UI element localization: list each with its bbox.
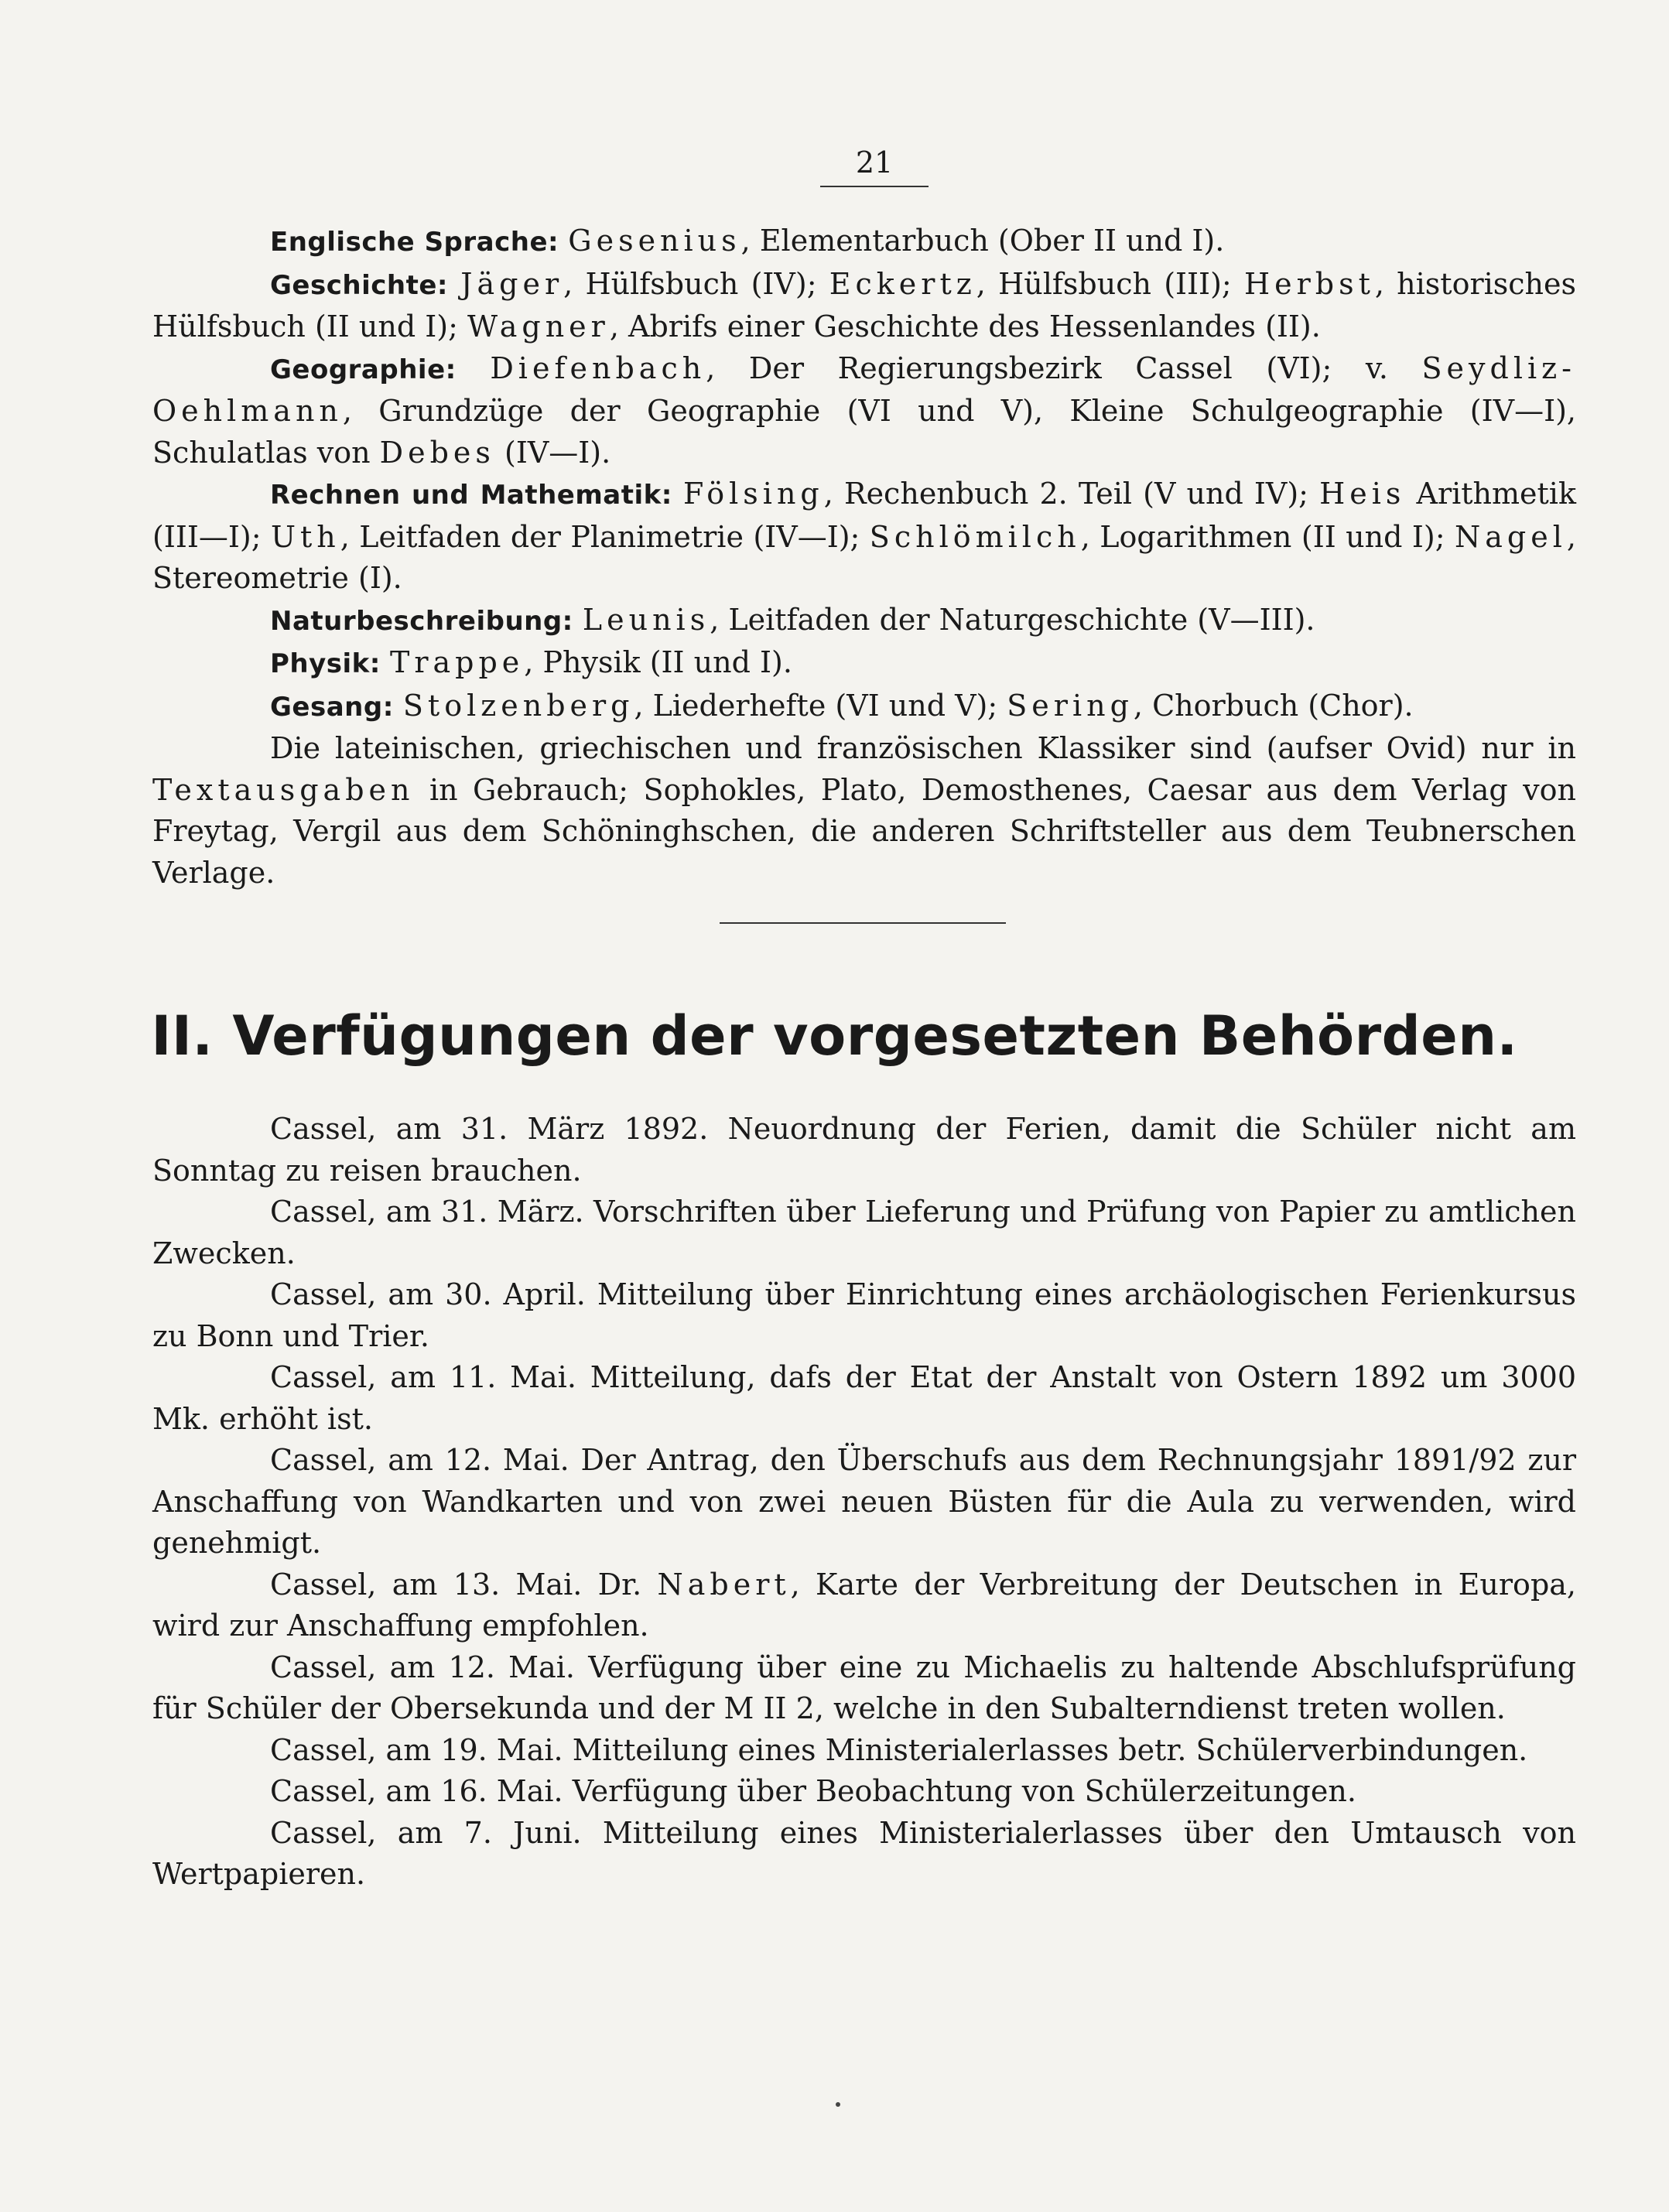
author-name: Schlömilch	[869, 519, 1081, 554]
decree-entry	[152, 1730, 1576, 1772]
decree-entry	[152, 1109, 1576, 1191]
textbook-entry-physik	[152, 642, 1576, 685]
entry-text: , Leitfaden der Planimetrie (IV—I);	[340, 519, 870, 554]
print-speck	[836, 2102, 840, 2107]
subject-label: Englische Sprache:	[270, 227, 559, 258]
entry-text: , Hülfsbuch (III);	[976, 266, 1244, 301]
author-name: Wagner	[467, 309, 610, 344]
author-name: Debes	[379, 435, 495, 470]
subject-label: Geographie:	[270, 354, 457, 385]
textbook-list	[152, 221, 1576, 894]
decree-entry	[152, 1813, 1576, 1896]
subject-label: Rechnen und Mathematik:	[270, 480, 672, 511]
entry-text: , Abrifs einer Geschichte des Hessenlandes (II).	[609, 309, 1321, 344]
decree-entry	[152, 1191, 1576, 1274]
decree-entry	[152, 1274, 1576, 1357]
decree-date: Cassel, am 7. Juni.	[270, 1815, 582, 1850]
decree-entry	[152, 1564, 1576, 1647]
author-name: Nagel	[1455, 519, 1567, 554]
decree-text: Mitteilung über Einrichtung eines archäologischen Ferienkursus zu Bonn und Trier.	[152, 1277, 1576, 1353]
entry-text: , Hülfsbuch (IV);	[563, 266, 829, 301]
author-name: Uth	[270, 519, 340, 554]
decree-entry	[152, 1647, 1576, 1730]
entry-text: , Stereometrie (I).	[152, 519, 1576, 595]
decree-text: Der Antrag, den Überschufs aus dem Rechnungsjahr 1891/92 zur Anschaffung von Wandkarten und von zwei neuen Büsten für die Aula zu verwenden, wird genehmigt.	[152, 1443, 1576, 1560]
decree-date: Cassel, am 16. Mai.	[270, 1774, 563, 1808]
decree-entry	[152, 1357, 1576, 1440]
author-name: Eckertz	[829, 266, 976, 301]
author-name: Herbst	[1243, 266, 1375, 301]
textbook-entry-naturbeschreibung	[152, 600, 1576, 643]
author-name: Fölsing	[682, 477, 824, 511]
decree-date: Cassel, am 12. Mai.	[270, 1650, 575, 1684]
entry-text: , Der Regierungsbezirk Cassel (VI); v.	[706, 350, 1422, 385]
textbook-entry-englisch	[152, 221, 1576, 264]
decree-list	[152, 1109, 1576, 1896]
entry-text: in Gebrauch; Sophokles, Plato, Demosthenes, Caesar aus dem Verlag von Freytag, Vergil aus dem Schöninghschen, die anderen Schriftsteller aus dem Teubnerschen Verlage.	[152, 772, 1576, 890]
section-divider	[720, 922, 1006, 924]
author-name: Jäger	[460, 266, 564, 301]
subject-label: Gesang:	[270, 691, 394, 723]
decree-text: Mitteilung eines Ministerialerlasses betr. Schülerverbindungen.	[572, 1732, 1528, 1767]
textbook-entry-rechnen	[152, 474, 1576, 600]
author-name: Sering	[1007, 688, 1134, 723]
decree-date: Cassel, am 31. März 1892.	[270, 1112, 709, 1146]
author-name: Heis	[1319, 477, 1406, 511]
subject-label: Geschichte:	[270, 269, 448, 301]
author-name: Leunis	[582, 602, 710, 637]
decree-date: Cassel, am 19. Mai.	[270, 1732, 563, 1767]
textbook-entry-klassiker	[152, 728, 1576, 894]
decree-text: Vorschriften über Lieferung und Prüfung von Papier zu amtlichen Zwecken.	[152, 1195, 1576, 1270]
entry-text: , Liederhefte (VI und V);	[634, 688, 1007, 723]
decree-date: Cassel, am 13. Mai.	[270, 1567, 583, 1602]
textbook-entry-geographie	[152, 348, 1576, 474]
decree-entry	[152, 1440, 1576, 1564]
decree-date: Cassel, am 12. Mai.	[270, 1443, 569, 1477]
decree-text-prefix: Dr.	[597, 1567, 658, 1602]
emphasis-text: Textausgaben	[152, 772, 415, 807]
textbook-entry-geschichte	[152, 264, 1576, 348]
decree-date: Cassel, am 30. April.	[270, 1277, 586, 1311]
entry-text: , Physik (II und I).	[524, 645, 792, 679]
author-name: Stolzenberg	[402, 688, 634, 723]
entry-text: , Elementarbuch (Ober II und I).	[740, 224, 1225, 258]
entry-text: (IV—I).	[494, 435, 611, 470]
author-name: Seydliz-Oehlmann	[152, 350, 1576, 428]
decree-text: , Karte der Verbreitung der Deutschen in Europa, wird zur Anschaffung empfohlen.	[152, 1567, 1576, 1643]
entry-text: , Chorbuch (Chor).	[1133, 688, 1414, 723]
entry-text: , Grundzüge der Geographie (VI und V), Kleine Schulgeographie (IV—I), Schulatlas von	[152, 394, 1576, 470]
decree-entry	[152, 1771, 1576, 1813]
entry-text: , Leitfaden der Naturgeschichte (V—III).	[710, 602, 1315, 637]
author-name: Diefenbach	[490, 350, 706, 385]
author-name: Gesenius	[568, 224, 741, 258]
page-number: 21	[820, 145, 929, 187]
entry-text: , historisches Hülfsbuch (II und I);	[152, 266, 1577, 344]
decree-text: Mitteilung, dafs der Etat der Anstalt von Ostern 1892 um 3000 Mk. erhöht ist.	[152, 1360, 1576, 1436]
decree-date: Cassel, am 31. März.	[270, 1195, 584, 1229]
entry-text: , Rechenbuch 2. Teil (V und IV);	[823, 477, 1320, 511]
subject-label: Naturbeschreibung:	[270, 605, 573, 637]
decree-text: Verfügung über Beobachtung von Schülerzeitungen.	[572, 1774, 1356, 1808]
entry-text: Die lateinischen, griechischen und französischen Klassiker sind (aufser Ovid) nur in	[270, 731, 1576, 765]
decree-date: Cassel, am 11. Mai.	[270, 1360, 576, 1394]
subject-label: Physik:	[270, 648, 381, 679]
entry-text: , Logarithmen (II und I);	[1080, 519, 1455, 554]
decree-text: Mitteilung eines Ministerialerlasses über den Umtausch von Wertpapieren.	[152, 1815, 1576, 1891]
textbook-entry-gesang	[152, 685, 1576, 729]
section-heading: II. Verfügungen der vorgesetzten Behörden.	[151, 1004, 1518, 1068]
author-name: Nabert	[657, 1567, 791, 1602]
decree-text: Verfügung über eine zu Michaelis zu haltende Abschlufsprüfung für Schüler der Obersekunda und der M II 2, welche in den Subalterndienst treten wollen.	[152, 1650, 1576, 1725]
author-name: Trappe	[389, 645, 525, 679]
decree-text: Neuordnung der Ferien, damit die Schüler nicht am Sonntag zu reisen brauchen.	[152, 1112, 1576, 1188]
entry-text: Arithmetik (III—I);	[152, 477, 1576, 554]
